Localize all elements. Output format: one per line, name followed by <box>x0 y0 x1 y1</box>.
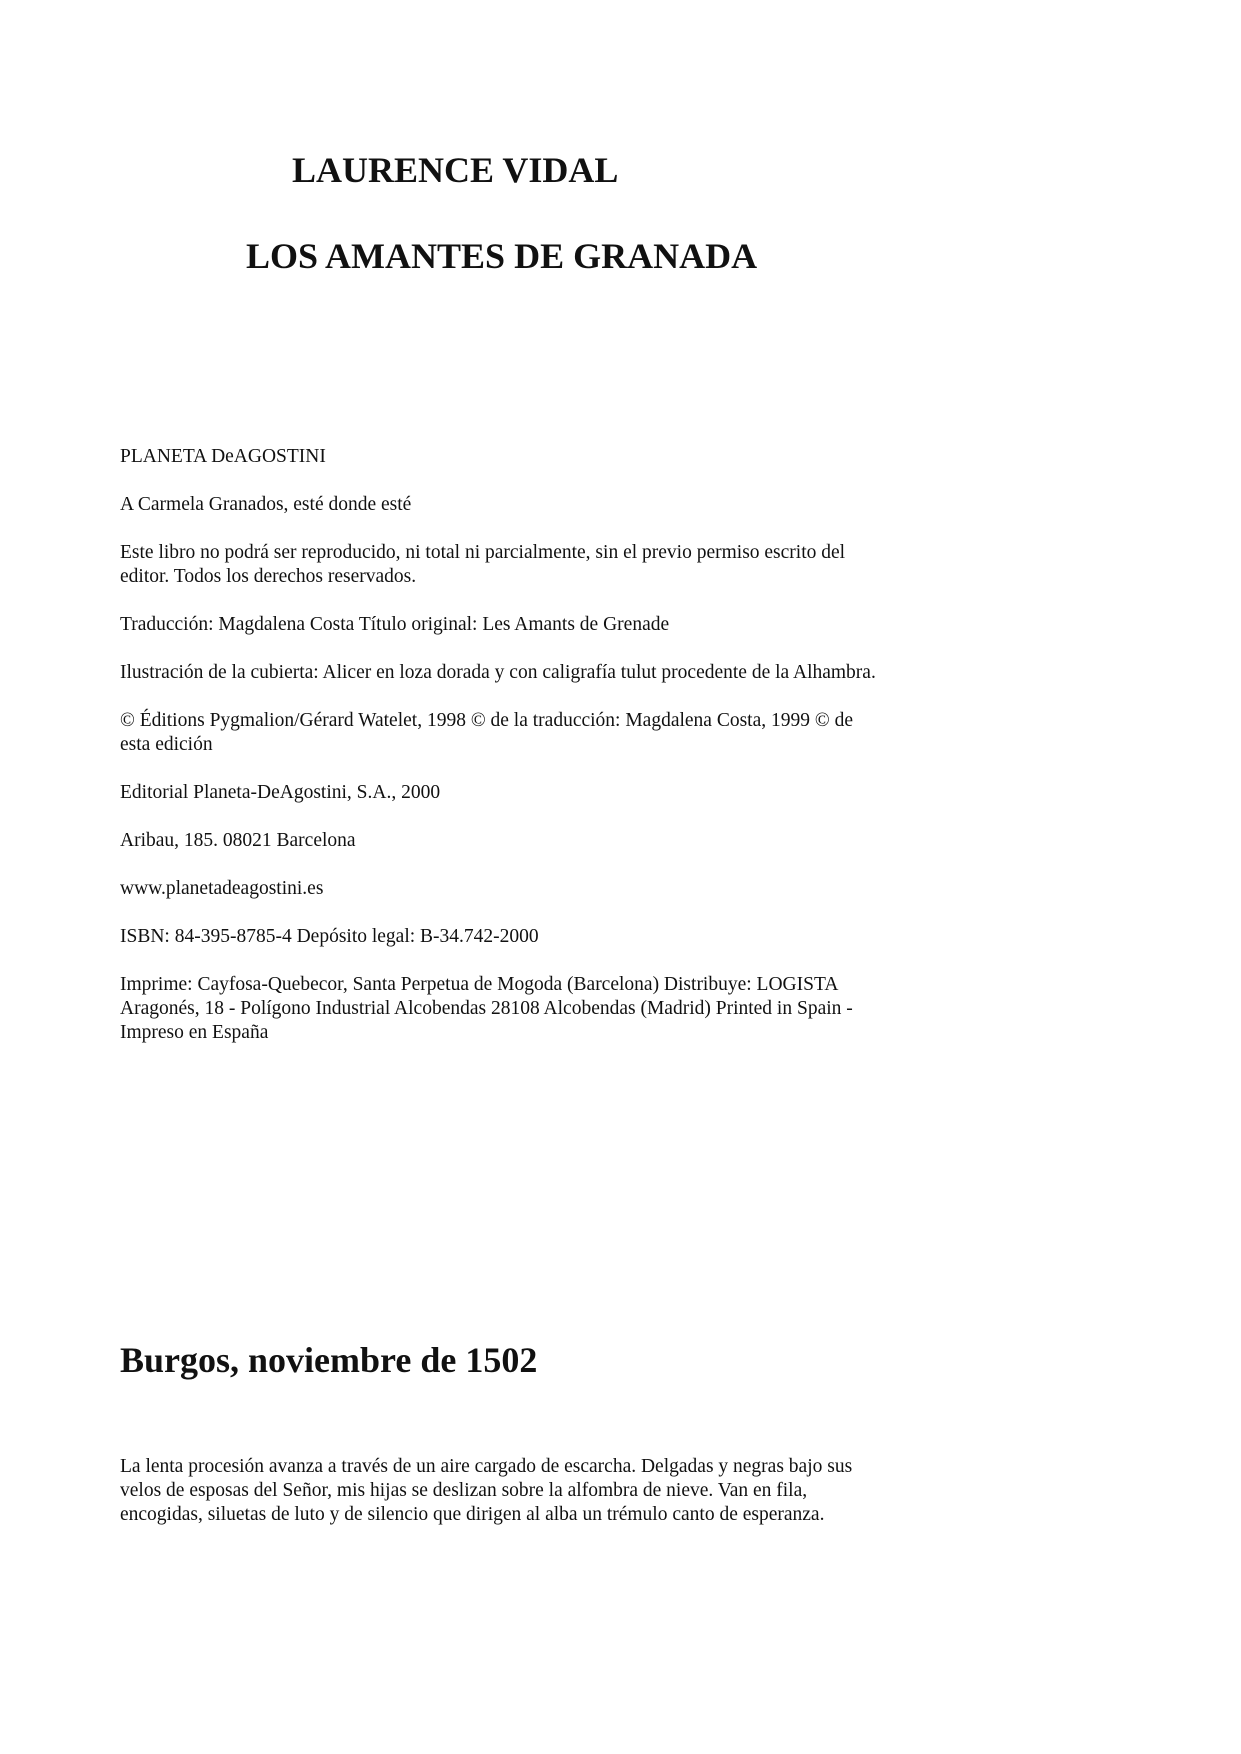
cover-illustration-credit: Ilustración de la cubierta: Alicer en loza dorada y con caligrafía tulut procedente de la Alhambra. <box>120 662 876 683</box>
chapter-body <box>120 1455 880 1527</box>
isbn-line: ISBN: 84-395-8785-4 Depósito legal: B-34.742-2000 <box>120 926 539 947</box>
book-author: LAURENCE VIDAL <box>292 150 619 190</box>
chapter-paragraph: La lenta procesión avanza a través de un aire cargado de escarcha. Delgadas y negras bajo sus velos de esposas del Señor, mis hijas se deslizan sobre la alfombra de nieve. Van en fila, encogidas, siluetas de luto y de silencio que dirigen al alba un trémulo canto de esperanza. <box>120 1456 853 1525</box>
book-title: LOS AMANTES DE GRANADA <box>246 236 758 276</box>
publisher-name: Editorial Planeta-DeAgostini, S.A., 2000 <box>120 782 441 803</box>
front-matter <box>120 445 880 1069</box>
copyright-notice: Este libro no podrá ser reproducido, ni total ni parcialmente, sin el previo permiso escrito del editor. Todos los derechos reservados. <box>120 542 846 587</box>
copyright-holders: © Éditions Pygmalion/Gérard Watelet, 1998 © de la traducción: Magdalena Costa, 1999 © de esta edición <box>120 710 853 755</box>
publisher-website: www.planetadeagostini.es <box>120 878 324 899</box>
printing-distribution: Imprime: Cayfosa-Quebecor, Santa Perpetua de Mogoda (Barcelona) Distribuye: LOGISTA Aragonés, 18 - Polígono Industrial Alcobendas 28108 Alcobendas (Madrid) Printed in Spain - Impreso en España <box>120 974 853 1043</box>
translation-credit: Traducción: Magdalena Costa Título original: Les Amants de Grenade <box>120 614 670 635</box>
dedication: A Carmela Granados, esté donde esté <box>120 494 412 515</box>
publisher-line: PLANETA DeAGOSTINI <box>120 446 326 467</box>
publisher-address: Aribau, 185. 08021 Barcelona <box>120 830 356 851</box>
chapter-heading: Burgos, noviembre de 1502 <box>120 1340 538 1380</box>
